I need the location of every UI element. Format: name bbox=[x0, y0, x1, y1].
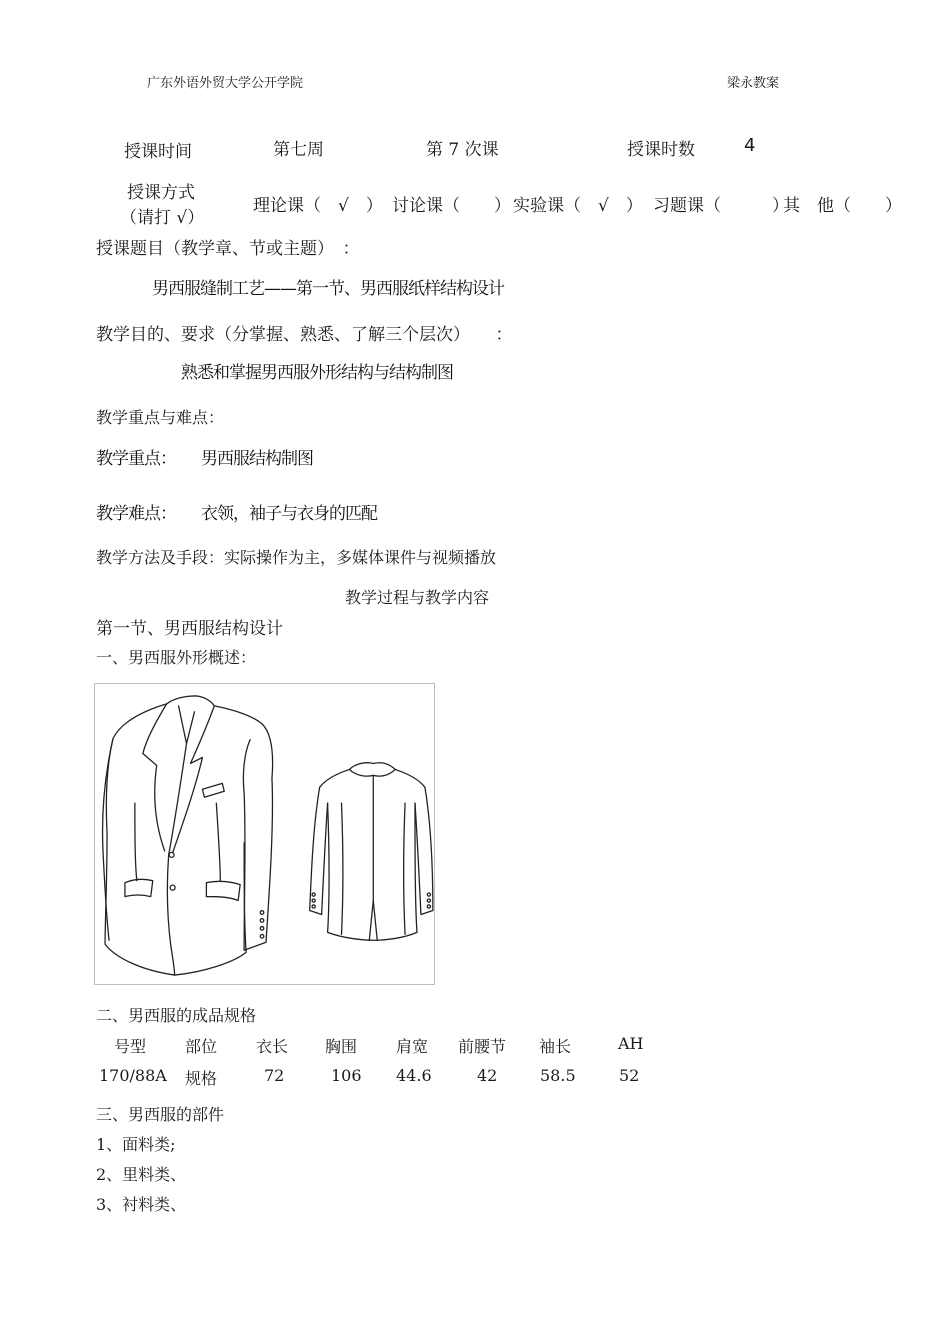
process-title: 教学过程与教学内容 bbox=[345, 588, 490, 607]
part3-title: 三、男西服的部件 bbox=[96, 1105, 225, 1124]
schedule-hours-label: 授课时数 bbox=[627, 140, 695, 160]
specs-header-sleeve: 袖长 bbox=[539, 1037, 572, 1056]
focus-label: 教学重点与难点： bbox=[96, 408, 225, 427]
specs-value-waist: 42 bbox=[477, 1066, 498, 1085]
method-label-line1: 授课方式 bbox=[127, 183, 195, 203]
schedule-session: 第 7 次课 bbox=[426, 140, 499, 160]
part2-title: 二、男西服的成品规格 bbox=[96, 1006, 257, 1025]
specs-header-ah: AH bbox=[618, 1034, 644, 1053]
component-item: 3、衬料类、 bbox=[96, 1195, 187, 1214]
methods-line: 教学方法及手段：实际操作为主，多媒体课件与视频播放 bbox=[96, 548, 497, 567]
suit-illustration bbox=[94, 683, 435, 985]
schedule-week: 第七周 bbox=[273, 140, 324, 160]
header-institution: 广东外语外贸大学公开学院 bbox=[147, 76, 304, 91]
method-option-discussion: 讨论课（ ） bbox=[392, 196, 511, 216]
header-author: 梁永教案 bbox=[727, 76, 780, 91]
focus-difficulty-value: 衣领，袖子与衣身的匹配 bbox=[201, 504, 377, 524]
section-title: 第一节、男西服结构设计 bbox=[96, 619, 283, 639]
focus-key-label: 教学重点： bbox=[96, 449, 176, 469]
specs-value-part: 规格 bbox=[185, 1069, 218, 1088]
specs-value-ah: 52 bbox=[619, 1066, 640, 1085]
specs-header-shoulder: 肩宽 bbox=[396, 1037, 429, 1056]
specs-value-length: 72 bbox=[264, 1066, 285, 1085]
specs-header-length: 衣长 bbox=[256, 1037, 289, 1056]
component-item: 2、里料类、 bbox=[96, 1165, 187, 1184]
focus-difficulty-label: 教学难点： bbox=[96, 504, 176, 524]
method-option-exercise: 习题课（ ） bbox=[653, 196, 789, 216]
topic-label: 授课题目（教学章、节或主题） ： bbox=[96, 239, 360, 259]
method-option-experiment: 实验课（ √ ） bbox=[513, 196, 643, 216]
specs-value-size: 170/88A bbox=[99, 1066, 167, 1085]
specs-value-sleeve: 58.5 bbox=[540, 1066, 576, 1085]
specs-header-size: 号型 bbox=[114, 1037, 147, 1056]
objective-value: 熟悉和掌握男西服外形结构与结构制图 bbox=[181, 363, 453, 383]
schedule-hours-value: 4 bbox=[744, 135, 756, 156]
specs-header-chest: 胸围 bbox=[325, 1037, 358, 1056]
objective-label: 教学目的、要求（分掌握、熟悉、了解三个层次） ： bbox=[96, 325, 513, 345]
specs-value-chest: 106 bbox=[331, 1066, 362, 1085]
method-label-line2: （请打 √） bbox=[120, 208, 205, 228]
method-option-other: 其 他（ ） bbox=[783, 196, 902, 216]
specs-header-part: 部位 bbox=[185, 1037, 218, 1056]
schedule-time-label: 授课时间 bbox=[124, 142, 192, 162]
method-option-theory: 理论课（ √ ） bbox=[253, 196, 383, 216]
component-item: 1、面料类; bbox=[96, 1135, 176, 1154]
specs-value-shoulder: 44.6 bbox=[396, 1066, 432, 1085]
focus-key-value: 男西服结构制图 bbox=[201, 449, 313, 469]
part1-title: 一、男西服外形概述： bbox=[96, 648, 257, 667]
topic-value: 男西服缝制工艺——第一节、男西服纸样结构设计 bbox=[152, 279, 504, 299]
specs-header-waist: 前腰节 bbox=[458, 1037, 507, 1056]
